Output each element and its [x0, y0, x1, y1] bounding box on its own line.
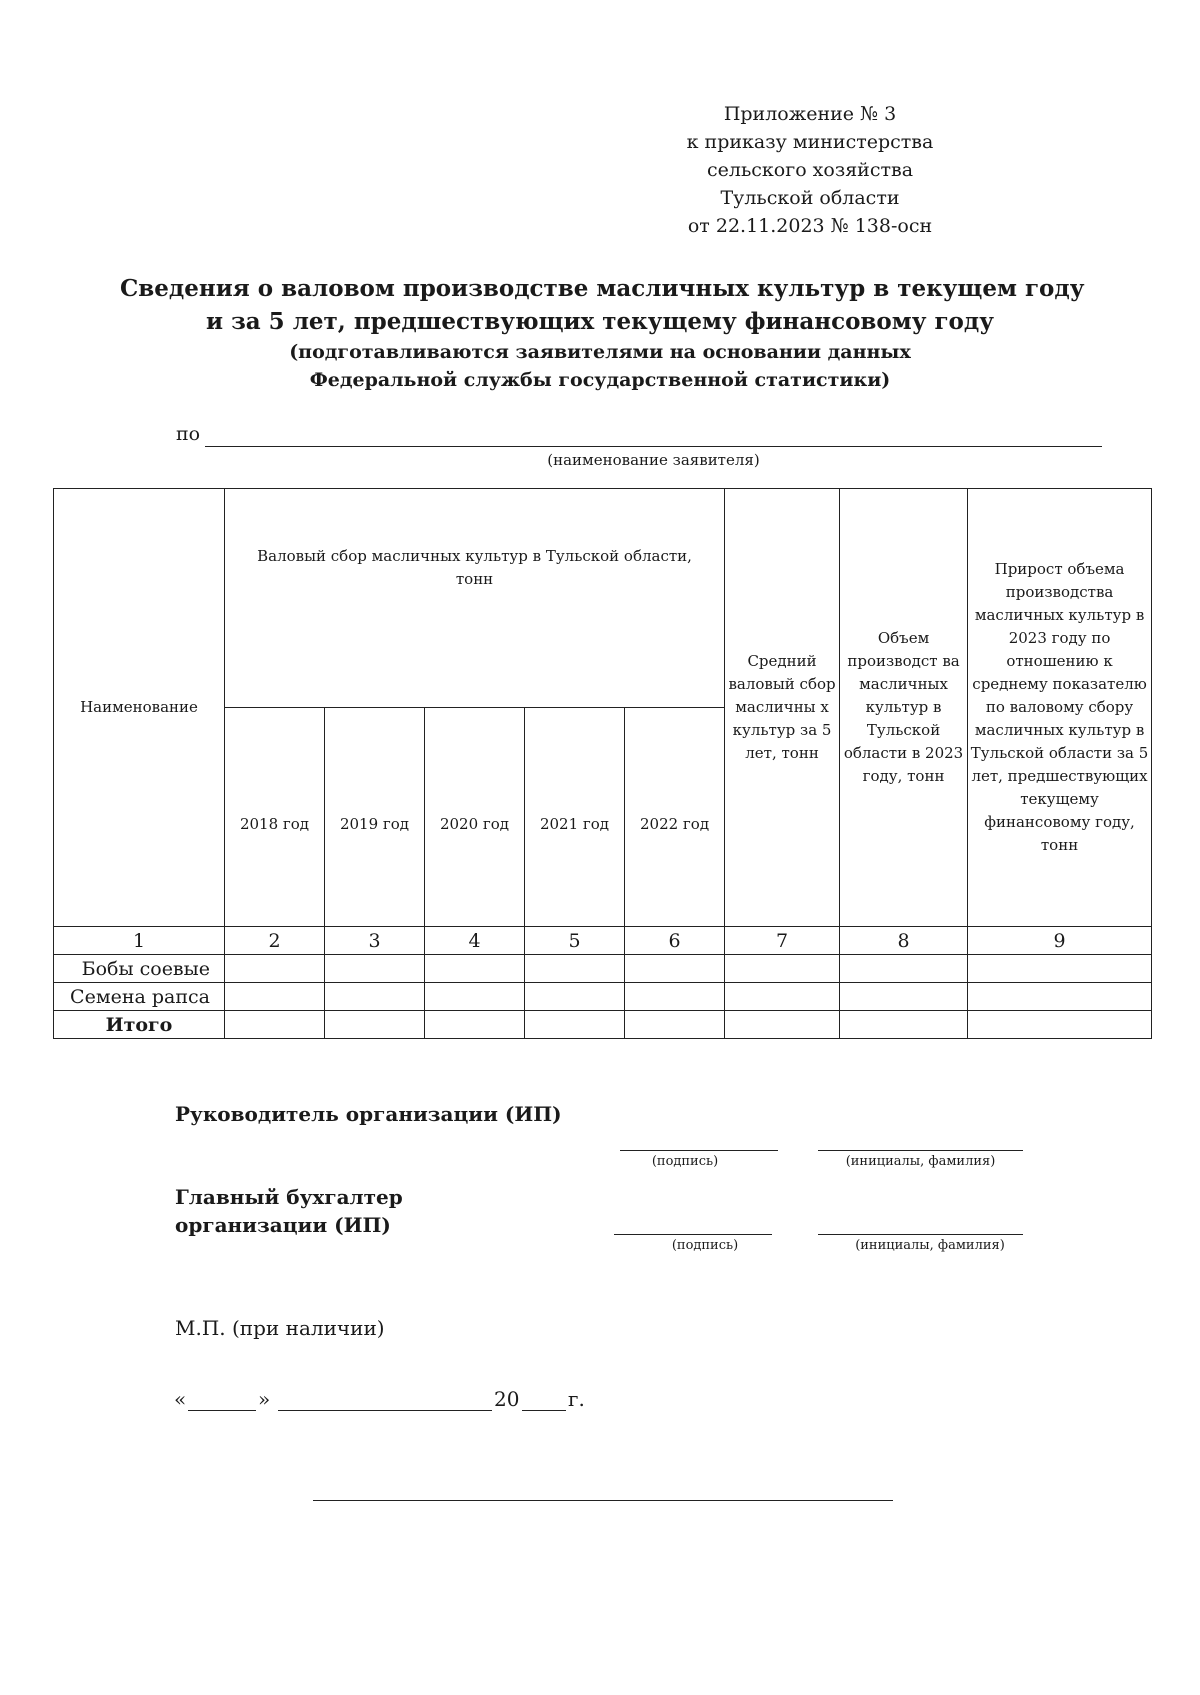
data-cell[interactable] — [425, 1011, 525, 1039]
accountant-signature-field[interactable] — [614, 1234, 772, 1235]
data-cell[interactable] — [968, 955, 1152, 983]
accountant-name-caption: (инициалы, фамилия) — [855, 1238, 1005, 1253]
data-cell[interactable] — [840, 955, 968, 983]
head-signature-caption: (подпись) — [651, 1154, 719, 1169]
accountant-signature-caption: (подпись) — [671, 1238, 739, 1253]
column-number: 5 — [525, 927, 625, 955]
column-number: 2 — [225, 927, 325, 955]
table-row — [54, 983, 1152, 1011]
annex-line: сельского хозяйства — [706, 159, 914, 181]
data-cell[interactable] — [325, 983, 425, 1011]
applicant-prefix: по — [176, 423, 201, 445]
header-gross-harvest: Валовый сбор масличных культур в Тульской области, тонн — [225, 489, 725, 708]
date-close-quote: » — [258, 1387, 271, 1411]
head-name-caption: (инициалы, фамилия) — [845, 1154, 996, 1169]
table-row — [54, 955, 1152, 983]
subtitle-line-1: (подготавливаются заявителями на основании данных — [289, 341, 911, 363]
applicant-name-field[interactable] — [205, 446, 1102, 447]
stamp-label: М.П. (при наличии) — [175, 1316, 385, 1340]
column-number: 8 — [840, 927, 968, 955]
head-signature-field[interactable] — [620, 1150, 778, 1151]
header-growth: Прирост объема производства масличных культур в 2023 году по отношению к среднему показателю по валовому сбору масличных культур в Тульской области за 5 лет, предшествующих текущему финансовому году, тонн — [968, 489, 1152, 927]
column-number: 6 — [625, 927, 725, 955]
data-cell[interactable] — [525, 1011, 625, 1039]
data-cell[interactable] — [525, 955, 625, 983]
accountant-name-field[interactable] — [818, 1234, 1023, 1235]
subtitle-line-2: Федеральной службы государственной статистики) — [309, 369, 891, 391]
column-number: 1 — [54, 927, 225, 955]
data-cell[interactable] — [625, 1011, 725, 1039]
head-label: Руководитель организации (ИП) — [175, 1102, 562, 1126]
data-cell[interactable] — [325, 1011, 425, 1039]
data-cell[interactable] — [325, 955, 425, 983]
data-cell[interactable] — [225, 955, 325, 983]
column-number: 7 — [725, 927, 840, 955]
data-cell[interactable] — [625, 983, 725, 1011]
data-cell[interactable] — [725, 983, 840, 1011]
data-cell[interactable] — [625, 955, 725, 983]
data-cell[interactable] — [425, 955, 525, 983]
data-cell[interactable] — [525, 983, 625, 1011]
header-year-2018: 2018 год — [225, 708, 325, 927]
data-cell[interactable] — [968, 983, 1152, 1011]
data-cell[interactable] — [840, 1011, 968, 1039]
title-line-2: и за 5 лет, предшествующих текущему финансовому году — [206, 308, 994, 335]
document-title — [120, 272, 1085, 394]
annex-line: к приказу министерства — [686, 131, 934, 153]
accountant-label-1: Главный бухгалтер — [175, 1185, 403, 1209]
date-month-field[interactable] — [278, 1410, 492, 1411]
column-number: 9 — [968, 927, 1152, 955]
bottom-separator — [313, 1500, 893, 1501]
annex-line: от 22.11.2023 № 138-осн — [687, 215, 933, 237]
data-cell[interactable] — [725, 955, 840, 983]
date-year-prefix: 20 — [494, 1387, 520, 1411]
annex-line: Приложение № 3 — [723, 103, 897, 125]
annex-line: Тульской области — [720, 187, 900, 209]
head-name-field[interactable] — [818, 1150, 1023, 1151]
header-average: Средний валовый сбор масличны х культур за 5 лет, тонн — [725, 489, 840, 927]
header-volume: Объем производст ва масличных культур в Тульской области в 2023 году, тонн — [840, 489, 968, 927]
header-year-2019: 2019 год — [325, 708, 425, 927]
header-year-2020: 2020 год — [425, 708, 525, 927]
data-cell[interactable] — [225, 1011, 325, 1039]
column-number: 4 — [425, 927, 525, 955]
production-table — [53, 488, 1152, 1039]
applicant-caption: (наименование заявителя) — [547, 451, 760, 469]
row-name-total: Итого — [54, 1011, 225, 1039]
data-cell[interactable] — [840, 983, 968, 1011]
data-cell[interactable] — [225, 983, 325, 1011]
date-year-field[interactable] — [522, 1410, 566, 1411]
column-number: 3 — [325, 927, 425, 955]
annex-header — [660, 100, 960, 240]
header-year-2022: 2022 год — [625, 708, 725, 927]
title-line-1: Сведения о валовом производстве масличных культур в текущем году — [120, 275, 1085, 302]
date-day-field[interactable] — [188, 1410, 256, 1411]
table-row-total — [54, 1011, 1152, 1039]
header-name: Наименование — [54, 489, 225, 927]
data-cell[interactable] — [425, 983, 525, 1011]
column-number-row — [54, 927, 1152, 955]
header-year-2021: 2021 год — [525, 708, 625, 927]
data-cell[interactable] — [968, 1011, 1152, 1039]
row-name: Бобы соевые — [54, 955, 225, 983]
row-name: Семена рапса — [54, 983, 225, 1011]
date-year-suffix: г. — [568, 1387, 585, 1411]
accountant-label-2: организации (ИП) — [175, 1213, 391, 1237]
data-cell[interactable] — [725, 1011, 840, 1039]
date-open-quote: « — [174, 1387, 187, 1411]
